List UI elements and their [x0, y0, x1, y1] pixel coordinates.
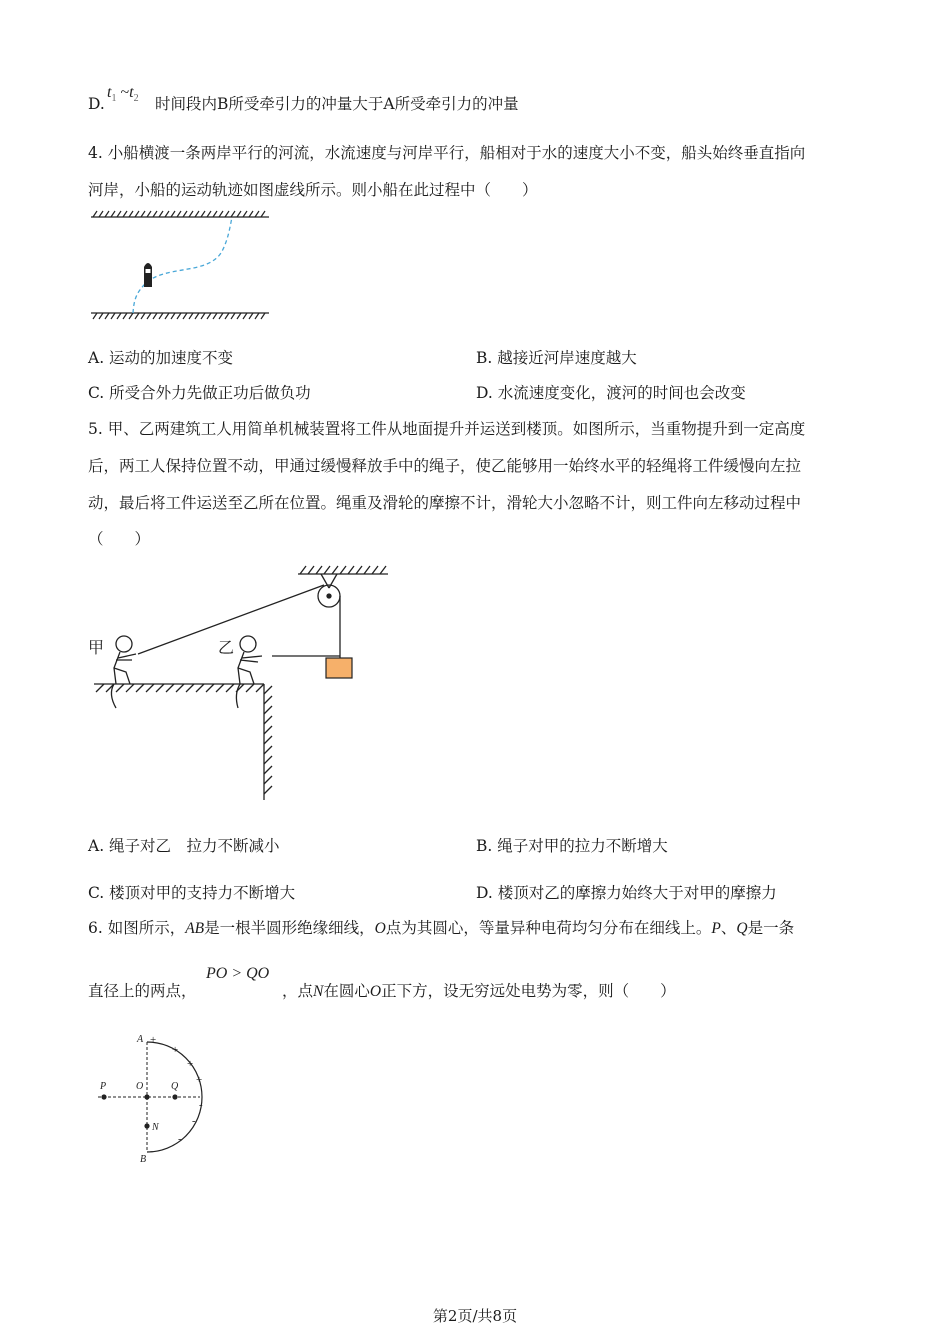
ceiling-support: [298, 566, 388, 588]
point-q: [172, 1094, 177, 1099]
q3-option-d: [88, 94, 105, 114]
label-q: Q: [171, 1081, 179, 1092]
q5-stem-line1: 5. 甲、乙两建筑工人用简单机械装置将工件从地面提升并运送到楼顶。如图所示，当重物提升到一定高度: [88, 420, 806, 438]
q4-option-b: B. 越接近河岸速度越大: [476, 349, 637, 367]
svg-text:+: +: [172, 1044, 179, 1056]
label-o: O: [136, 1081, 144, 1092]
q4-option-a: A. 运动的加速度不变: [88, 349, 234, 367]
q5-stem-line2: 后，两工人保持位置不动，甲通过缓慢释放手中的绳子，使乙能够用一始终水平的轻绳将工件缓慢向左拉: [88, 457, 802, 475]
label-p: P: [100, 1081, 107, 1092]
q4-option-c: C. 所受合外力先做正功后做负功: [88, 384, 311, 402]
svg-text:+: +: [196, 1074, 203, 1086]
label-yi: 乙: [218, 638, 235, 657]
q5-stem-line4: （ ）: [88, 530, 151, 548]
q6-stem-line1: 6. 如图所示，AB是一根半圆形绝缘细线，O点为其圆心，等量异种电荷均匀分布在细线上。P、Q是一条: [88, 919, 795, 937]
svg-text:+: +: [150, 1034, 157, 1046]
q3-time-interval: $t_1$ $\sim t_2$: [107, 84, 139, 104]
q6-semicircle-figure: [90, 1030, 220, 1170]
point-o: [144, 1094, 149, 1099]
bottom-river-bank: [91, 313, 269, 319]
q6-stem-line2b: ，点N在圆心O正下方，设无穷远处电势为零，则（ ）: [282, 982, 676, 1000]
top-river-bank: [91, 211, 269, 217]
point-p: [101, 1094, 106, 1099]
q6-inequality: PO > QO: [206, 965, 270, 982]
q5-option-d: D. 楼顶对乙的摩擦力始终大于对甲的摩擦力: [476, 884, 777, 902]
workpiece: [326, 658, 352, 678]
q5-option-b: B. 绳子对甲的拉力不断增大: [476, 837, 668, 855]
svg-text:-: -: [178, 1133, 182, 1145]
svg-text:+: +: [187, 1058, 194, 1070]
label-jia: 甲: [88, 638, 105, 657]
q4-option-d: D. 水流速度变化，渡河的时间也会改变: [476, 384, 746, 402]
q3-option-d-prefix: D.: [88, 95, 105, 113]
q5-pulley-figure: [86, 560, 406, 805]
q4-stem-line2: 河岸，小船的运动轨迹如图虚线所示。则小船在此过程中（ ）: [88, 181, 538, 199]
svg-text:-: -: [150, 1145, 154, 1157]
worker-yi: [236, 636, 262, 708]
page-footer: 第2页/共8页: [432, 1307, 518, 1325]
q4-river-figure: [86, 205, 276, 325]
boat-icon: [144, 263, 152, 287]
building-wall: [264, 684, 272, 800]
q6-stem-line2a: 直径上的两点，: [88, 982, 197, 1000]
positive-charges: [150, 1034, 202, 1086]
label-n: N: [152, 1122, 159, 1133]
q5-option-c: C. 楼顶对甲的支持力不断增大: [88, 884, 296, 902]
worker-jia: [111, 636, 136, 708]
svg-text:-: -: [192, 1115, 196, 1127]
q3-option-d-text: 时间段内B所受牵引力的冲量大于A所受牵引力的冲量: [155, 95, 519, 113]
q5-option-a: A. 绳子对乙 拉力不断减小: [88, 837, 280, 855]
q4-stem-line1: 4. 小船横渡一条两岸平行的河流，水流速度与河岸平行，船相对于水的速度大小不变，船头始终垂直指向: [88, 144, 806, 162]
label-a: A: [137, 1034, 144, 1045]
q5-stem-line3: 动，最后将工件运送至乙所在位置。绳重及滑轮的摩擦不计，滑轮大小忽略不计，则工件向左移动过程中: [88, 494, 802, 512]
svg-text:-: -: [199, 1099, 203, 1111]
point-n: [144, 1123, 149, 1128]
label-b: B: [140, 1154, 147, 1165]
